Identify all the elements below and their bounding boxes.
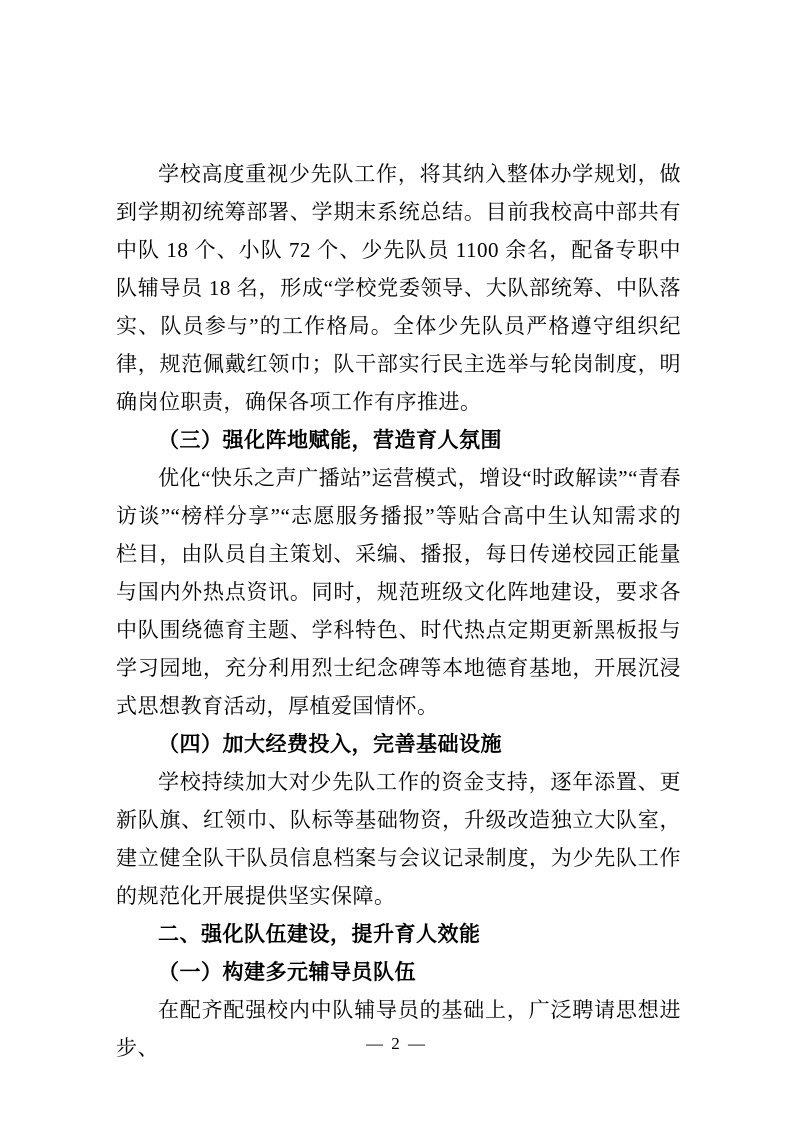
section-heading: （四）加大经费投入，完善基础设施	[158, 732, 502, 756]
paragraph: 学校持续加大对少先队工作的资金支持，逐年添置、更新队旗、红领巾、队标等基础物资，升级改造独立大队室，建立健全队干队员信息档案与会议记录制度，为少先队工作的规范化开展提供坚实保障。	[116, 770, 681, 908]
document-body	[116, 155, 681, 1067]
section-heading: （三）强化阵地赋能，营造育人氛围	[158, 428, 502, 452]
paragraph: 在配齐配强校内中队辅导员的基础上，广泛聘请思想进步、	[116, 998, 681, 1060]
paragraph: 学校高度重视少先队工作，将其纳入整体办学规划，做到学期初统筹部署、学期末系统总结。目前我校高中部共有中队 18 个、小队 72 个、少先队员 1100 余名，配备专职中队辅导员 18 名，形成“学校党委领导、大队部统筹、中队落实、队员参与”的工作格局。全体少先队员严格遵守组织纪律，规范佩戴红领巾；队干部实行民主选举与轮岗制度，明确岗位职责，确保各项工作有序推进。	[116, 162, 681, 414]
footer-page-number: — 2 —	[366, 1034, 427, 1053]
paragraph: 优化“快乐之声广播站”运营模式，增设“时政解读”“青春访谈”“榜样分享”“志愿服务播报”等贴合高中生认知需求的栏目，由队员自主策划、采编、播报，每日传递校园正能量与国内外热点资讯。同时，规范班级文化阵地建设，要求各中队围绕德育主题、学科特色、时代热点定期更新黑板报与学习园地，充分利用烈士纪念碑等本地德育基地，开展沉浸式思想教育活动，厚植爱国情怀。	[116, 466, 681, 718]
section-heading: 二、强化队伍建设，提升育人效能	[158, 922, 481, 946]
section-heading: （一）构建多元辅导员队伍	[158, 960, 416, 984]
